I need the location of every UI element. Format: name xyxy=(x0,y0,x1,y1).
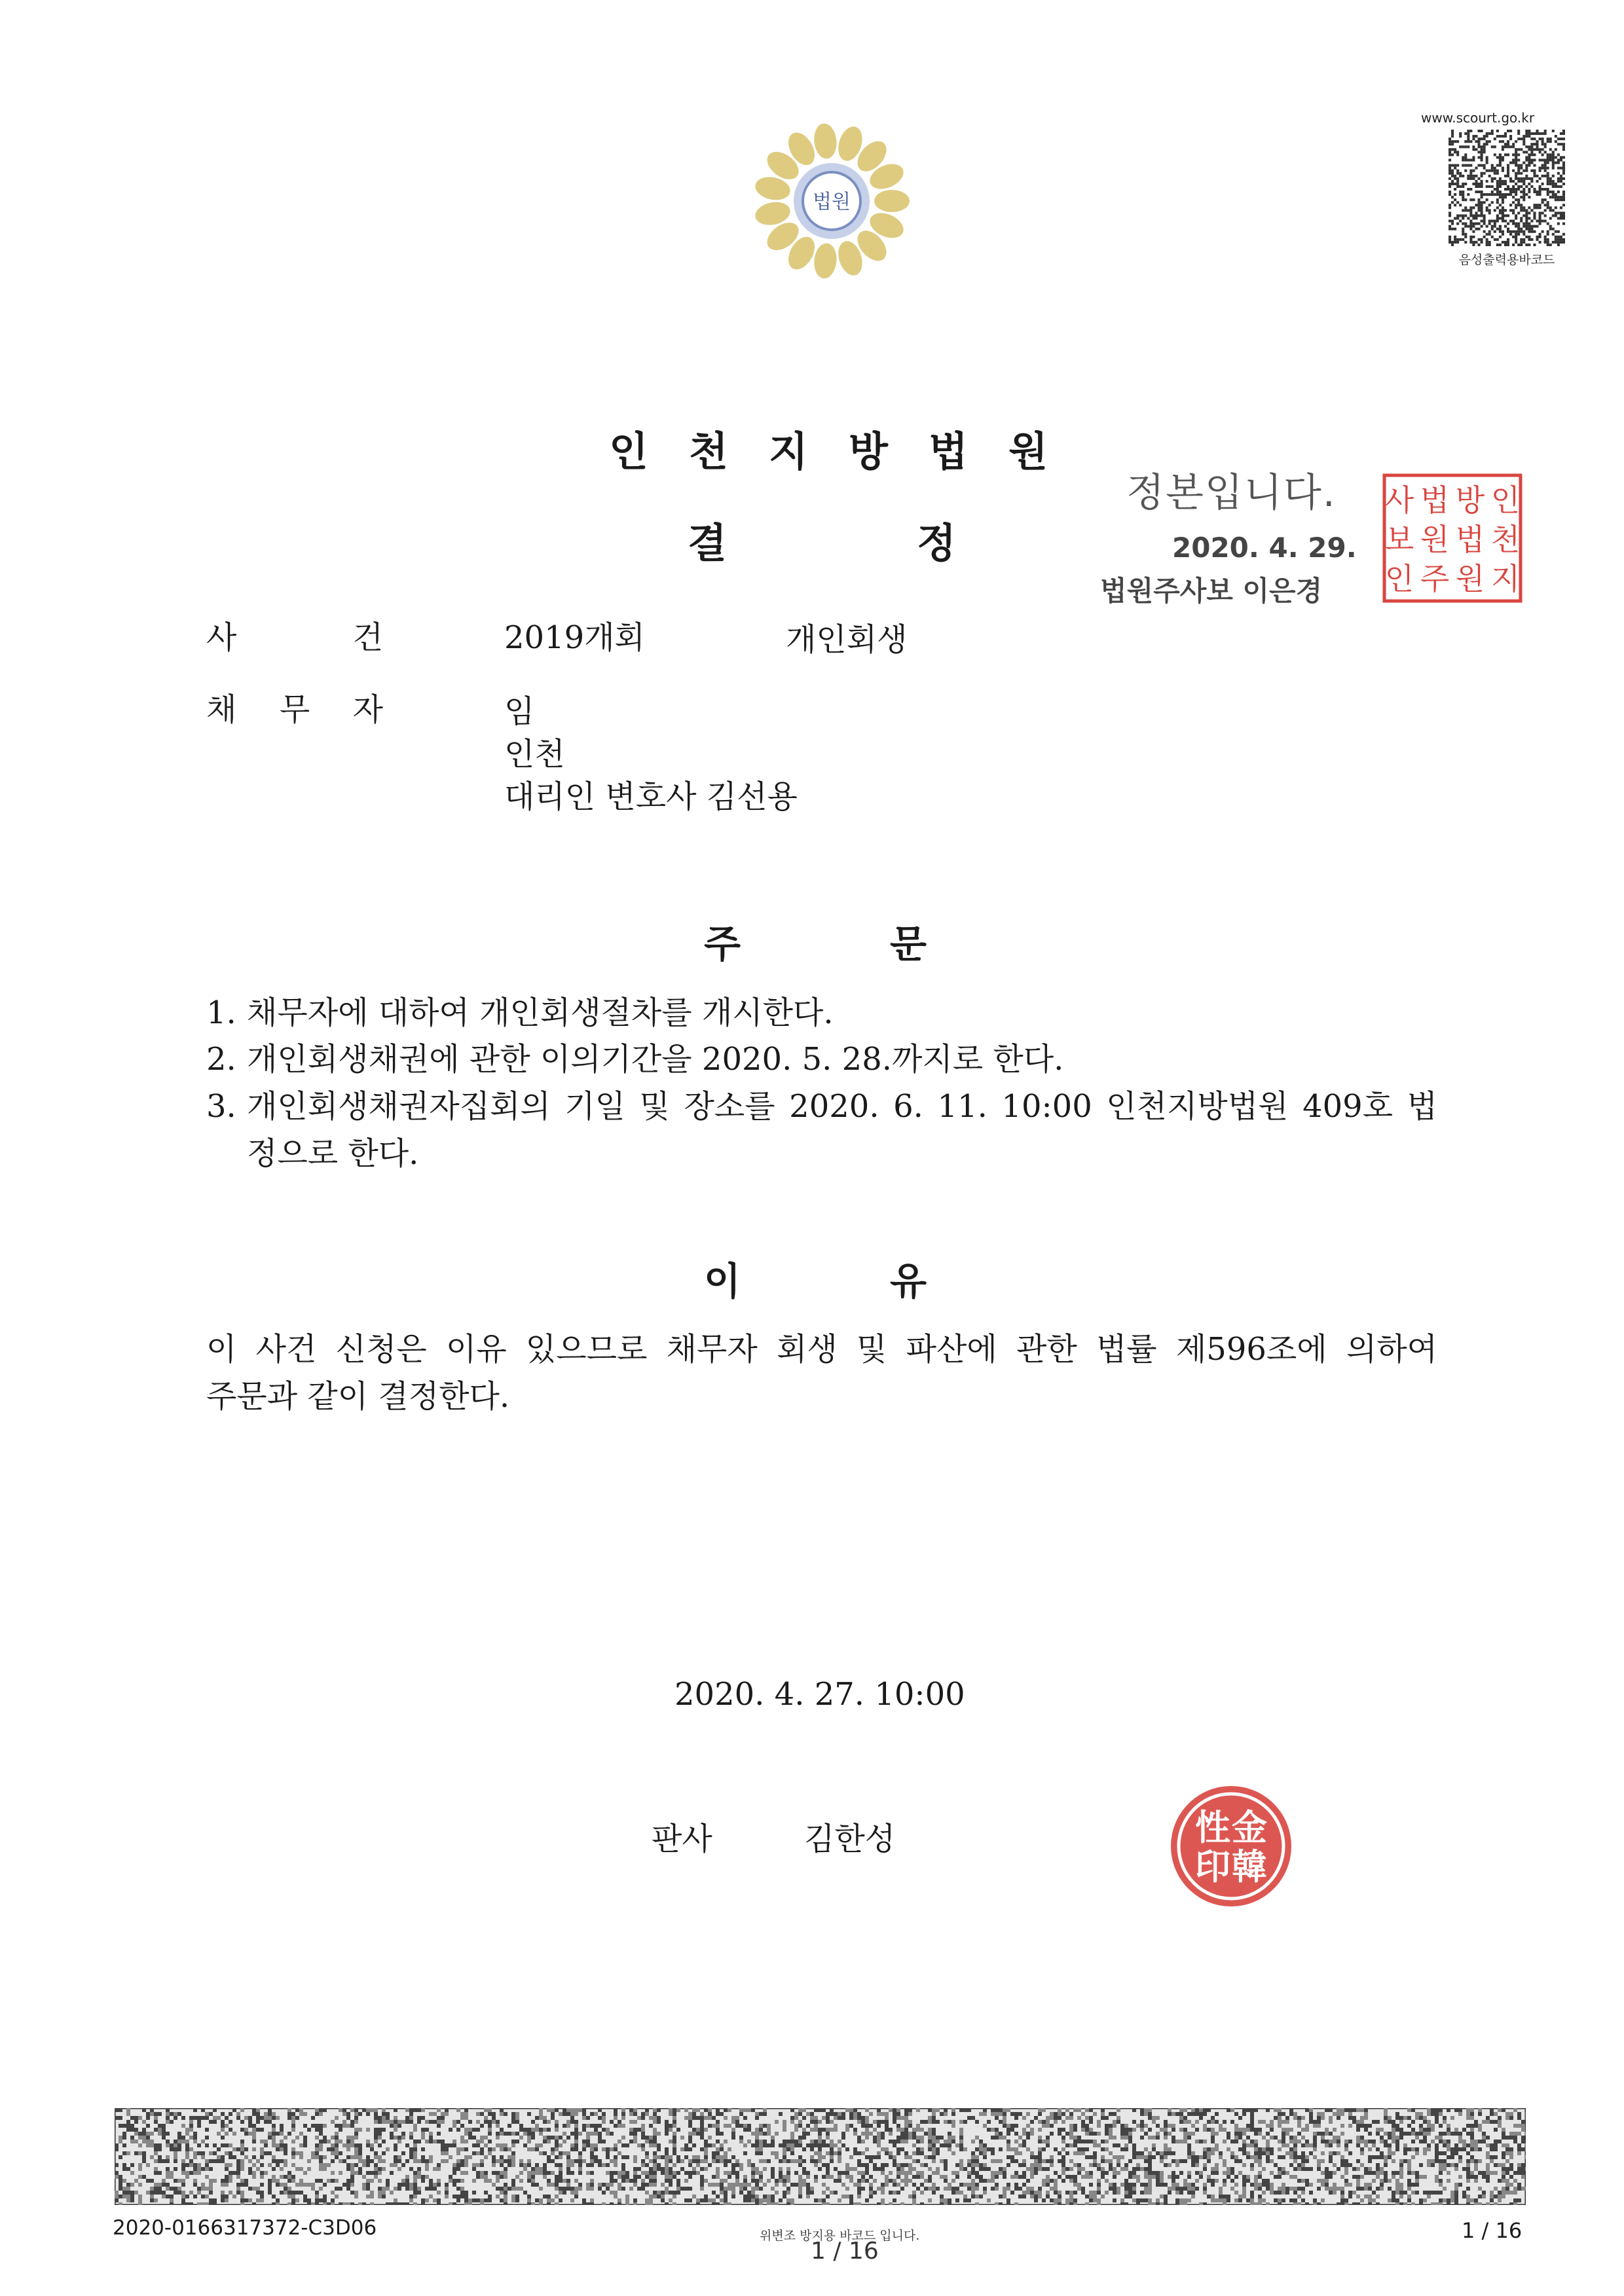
doc-title-char: 정 xyxy=(917,519,956,567)
judge-title: 판사 xyxy=(652,1821,712,1857)
court-title-char: 법 xyxy=(929,428,968,475)
clerk-seal-char: 보 xyxy=(1384,522,1414,557)
emblem-label: 법원 xyxy=(813,191,851,213)
order-item-number: 3. xyxy=(206,1088,236,1125)
clerk-seal-char: 방 xyxy=(1455,483,1485,518)
reason-heading xyxy=(704,1250,927,1305)
order-item-continuation: 정으로 한다. xyxy=(247,1135,419,1172)
page-number: 1 / 16 xyxy=(1462,2218,1522,2243)
reason-heading-char: 이 xyxy=(704,1259,741,1303)
clerk-seal-char: 지 xyxy=(1490,561,1521,596)
clerk-seal-char: 원 xyxy=(1455,561,1485,596)
barcode-note: 위변조 방지용 바코드 입니다. xyxy=(760,2229,920,2243)
debtor-label xyxy=(206,684,383,729)
clerk-seal-char: 사 xyxy=(1384,483,1414,518)
case-label-char: 사 xyxy=(206,619,237,656)
order-item-number: 1. xyxy=(206,994,236,1031)
debtor-label-char: 채 xyxy=(206,691,237,728)
order-item-text: 개인회생채권자집회의 기일 및 장소를 2020. 6. 11. 10:00 인천지방법원 409호 법 xyxy=(247,1088,1437,1125)
judge-seal-char: 印 xyxy=(1195,1846,1230,1887)
judge-seal-char: 韓 xyxy=(1232,1846,1267,1887)
order-item xyxy=(206,1036,1437,1082)
clerk-seal-char: 법 xyxy=(1420,483,1450,518)
clerk-seal-char: 천 xyxy=(1490,522,1521,557)
debtor-address: 인천 xyxy=(504,736,565,773)
clerk-seal-char: 원 xyxy=(1420,522,1450,557)
order-item-text: 개인회생채권에 관한 이의기간을 2020. 5. 28.까지로 한다. xyxy=(247,1041,1064,1078)
document-title xyxy=(688,511,956,569)
debtor-name: 임 xyxy=(504,693,535,730)
reason-text: 주문과 같이 결정한다. xyxy=(206,1378,510,1415)
judge-seal xyxy=(1166,1781,1297,1912)
qr-caption: 음성출력용바코드 xyxy=(1458,253,1555,267)
court-title-char: 방 xyxy=(849,428,888,475)
order-item-text: 채무자에 대하여 개인회생절차를 개시한다. xyxy=(247,994,834,1031)
debtor-label-char: 자 xyxy=(352,691,383,728)
judge-seal-char: 性 xyxy=(1195,1806,1230,1848)
court-title-char: 원 xyxy=(1008,428,1048,475)
anti-forgery-barcode xyxy=(115,2108,1526,2205)
debtor-label-char: 무 xyxy=(279,691,310,728)
doc-title-char: 결 xyxy=(688,519,727,567)
debtor-agent: 대리인 변호사 김선용 xyxy=(504,778,798,815)
case-label-char: 건 xyxy=(352,619,383,656)
voice-output-barcode xyxy=(1449,130,1565,246)
order-item xyxy=(206,990,1437,1036)
order-heading-char: 문 xyxy=(889,922,927,966)
clerk-seal-char: 주 xyxy=(1420,561,1450,596)
court-title xyxy=(609,419,1048,477)
court-title-char: 천 xyxy=(689,428,728,475)
clerk-seal-char: 인 xyxy=(1384,561,1414,596)
case-type: 개인회생 xyxy=(786,621,908,658)
judge-seal-char: 金 xyxy=(1232,1806,1267,1848)
case-number: 2019개회 xyxy=(504,619,645,656)
clerk-seal-char: 법 xyxy=(1455,522,1485,557)
order-heading xyxy=(704,913,927,968)
document-code: 2020-0166317372-C3D06 xyxy=(113,2216,377,2240)
order-item-number: 2. xyxy=(206,1041,236,1078)
case-label xyxy=(206,612,383,657)
certified-copy-text: 정본입니다. xyxy=(1126,470,1337,516)
court-title-char: 지 xyxy=(769,428,808,475)
page-number-center: 1 / 16 xyxy=(811,2238,879,2265)
court-emblem xyxy=(747,115,917,285)
certifying-clerk: 법원주사보 이은경 xyxy=(1100,575,1323,607)
order-item xyxy=(206,1084,1437,1129)
clerk-seal-char: 인 xyxy=(1490,483,1521,518)
decision-date: 2020. 4. 27. 10:00 xyxy=(674,1676,965,1713)
judge-name: 김한성 xyxy=(804,1821,896,1857)
clerk-seal-chars xyxy=(1385,483,1520,596)
qr-url: www.scourt.go.kr xyxy=(1421,110,1535,126)
certification-date: 2020. 4. 29. xyxy=(1172,532,1357,564)
order-heading-char: 주 xyxy=(704,922,741,966)
court-title-char: 인 xyxy=(609,428,648,475)
reason-text: 이 사건 신청은 이유 있으므로 채무자 회생 및 파산에 관한 법률 제596조에 의하여 xyxy=(206,1331,1437,1368)
reason-heading-char: 유 xyxy=(889,1259,927,1303)
court-clerk-seal xyxy=(1382,473,1523,604)
